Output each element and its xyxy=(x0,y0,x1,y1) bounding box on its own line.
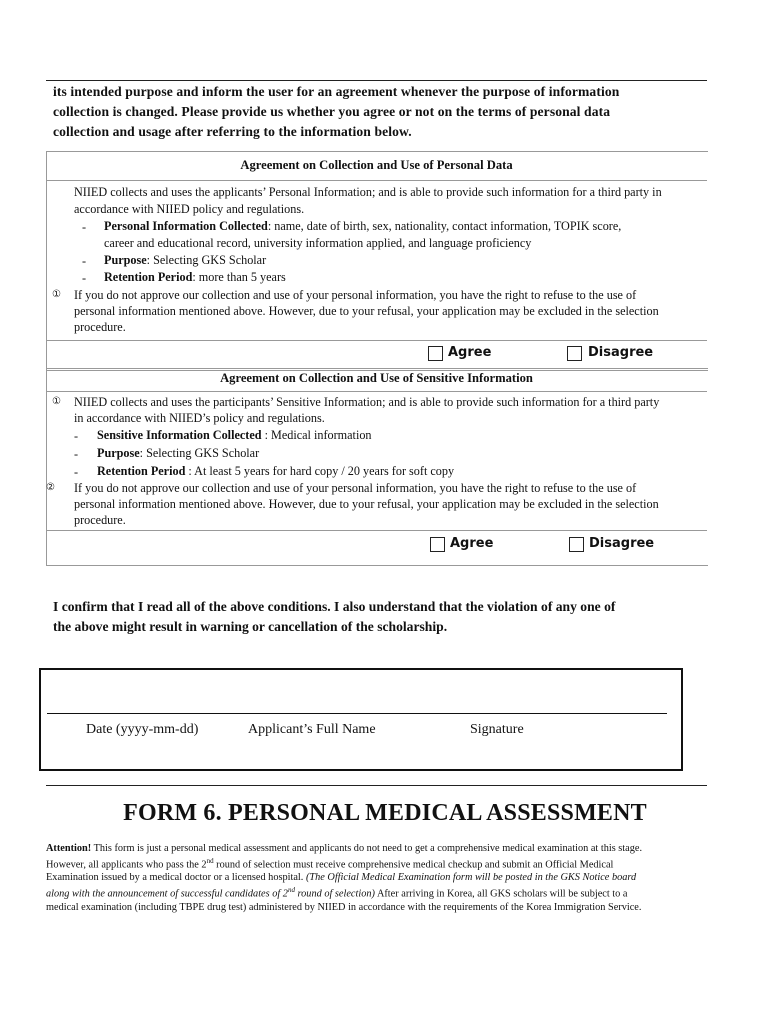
bullet-dash: - xyxy=(82,271,87,285)
section1-refusal-line: personal information mentioned above. However, due to your refusal, your application may be excluded in the selection xyxy=(74,304,659,318)
bullet-dash: - xyxy=(82,254,87,268)
applicant-name-label: Applicant’s Full Name xyxy=(248,722,376,737)
signature-box xyxy=(39,668,683,771)
circled-number-two: ② xyxy=(46,482,55,493)
bullet-label: Purpose xyxy=(97,446,140,460)
bullet-dash: - xyxy=(82,220,87,234)
attention-line xyxy=(46,855,726,871)
section1-lead-line: NIIED collects and uses the applicants’ Personal Information; and is able to provide such information for a third party in xyxy=(74,185,662,199)
section1-checkbox-divider xyxy=(46,340,707,341)
ordinal-suffix: nd xyxy=(206,857,214,865)
section1-lead-line: accordance with NIIED policy and regulations. xyxy=(74,202,305,216)
section2-refusal-line: If you do not approve our collection and use of your personal information, you have the right to refuse to the use of xyxy=(74,481,637,495)
attention-text: However, all applicants who pass the 2 xyxy=(46,859,207,871)
section2-bullet-retention xyxy=(97,463,454,480)
intro-line: its intended purpose and inform the user for an agreement whenever the purpose of information xyxy=(53,84,620,99)
bullet-text: : Selecting GKS Scholar xyxy=(139,446,260,460)
bullet-text: : Medical information xyxy=(261,428,372,442)
bullet-dash: - xyxy=(74,447,79,461)
section2-bullet-collected xyxy=(97,427,372,444)
bullet-label: Personal Information Collected xyxy=(104,219,268,233)
attention-lead: Attention! xyxy=(46,843,92,854)
confirm-line: the above might result in warning or cancellation of the scholarship. xyxy=(53,619,448,634)
attention-line xyxy=(46,842,726,855)
circled-number-one: ① xyxy=(52,289,61,300)
section1-disagree-label: Disagree xyxy=(588,345,654,360)
bullet-dash: - xyxy=(74,465,79,479)
bullet-text: career and educational record, university information applied, and language proficiency xyxy=(104,236,532,250)
date-label: Date (yyyy-mm-dd) xyxy=(86,722,199,737)
top-rule xyxy=(46,80,707,81)
confirmation-statement xyxy=(53,597,733,637)
bullet-label: Retention Period xyxy=(97,464,186,478)
confirm-line: I confirm that I read all of the above conditions. I also understand that the violation of any one of xyxy=(53,599,616,614)
section2-checkbox-divider xyxy=(46,530,707,531)
section1-disagree-checkbox[interactable] xyxy=(567,346,582,361)
section1-refusal-line: procedure. xyxy=(74,320,126,334)
personal-data-agreement-title: Agreement on Collection and Use of Personal Data xyxy=(240,158,513,172)
section2-lead-line: in accordance with NIIED’s policy and regulations. xyxy=(74,411,325,425)
sensitive-info-agreement-title: Agreement on Collection and Use of Sensitive Information xyxy=(220,371,533,385)
attention-italic: (The Official Medical Examination form will be posted in the GKS Notice board xyxy=(305,872,637,884)
section2-title-divider xyxy=(46,391,707,392)
attention-italic: round of selection) xyxy=(294,888,375,900)
intro-line: collection and usage after referring to the information below. xyxy=(53,124,412,139)
signature-label: Signature xyxy=(470,722,524,737)
bullet-text: : name, date of birth, sex, nationality, contact information, TOPIK score, xyxy=(267,219,622,233)
attention-italic: along with the announcement of successful candidates of 2 xyxy=(46,888,288,900)
section2-disagree-checkbox[interactable] xyxy=(569,537,584,552)
section2-lead-line: NIIED collects and uses the participants’ Sensitive Information; and is able to provide such information for a third party xyxy=(74,395,660,409)
section1-bullet-collected xyxy=(104,218,621,235)
form-divider xyxy=(46,785,707,786)
section2-refusal-line: personal information mentioned above. However, due to your refusal, your application may be excluded in the selection xyxy=(74,497,659,511)
section1-bullet-purpose xyxy=(104,252,266,269)
signature-line[interactable] xyxy=(47,713,667,714)
intro-paragraph xyxy=(53,82,713,142)
attention-line: medical examination (including TBPE drug test) administered by NIIED in accordance with the requirements of the Korea Immigration Service. xyxy=(46,901,642,913)
attention-text: After arriving in Korea, all GKS scholars will be subject to a xyxy=(374,888,628,900)
section2-agree-label: Agree xyxy=(450,536,494,551)
bullet-label: Sensitive Information Collected xyxy=(97,428,262,442)
intro-line: collection is changed. Please provide us whether you agree or not on the terms of personal data xyxy=(53,104,611,119)
section2-bullet-purpose xyxy=(97,445,259,462)
bullet-label: Retention Period xyxy=(104,270,193,284)
section1-refusal-line: If you do not approve our collection and use of your personal information, you have the right to refuse to the use of xyxy=(74,288,637,302)
ordinal-suffix: nd xyxy=(287,886,295,895)
section1-bullet-retention xyxy=(104,269,286,286)
bullet-text: : more than 5 years xyxy=(192,270,286,284)
bullet-text: : At least 5 years for hard copy / 20 years for soft copy xyxy=(185,464,455,478)
circled-number-one: ① xyxy=(52,396,61,407)
section1-title-divider xyxy=(46,180,707,181)
attention-text: Examination issued by a medical doctor or a licensed hospital. xyxy=(46,872,306,884)
attention-line xyxy=(46,884,726,900)
attention-text: This form is just a personal medical assessment and applicants do not need to get a comprehensive medical examination at this stage. xyxy=(91,843,643,854)
attention-line xyxy=(46,871,726,884)
attention-note xyxy=(46,842,726,914)
section1-agree-checkbox[interactable] xyxy=(428,346,443,361)
attention-text: round of selection must receive comprehensive medical checkup and submit an Official Medical xyxy=(213,859,614,871)
section2-disagree-label: Disagree xyxy=(589,536,655,551)
bullet-text: : Selecting GKS Scholar xyxy=(146,253,267,267)
bullet-dash: - xyxy=(74,429,79,443)
form-title: FORM 6. PERSONAL MEDICAL ASSESSMENT xyxy=(123,800,647,826)
section1-agree-label: Agree xyxy=(448,345,492,360)
bullet-label: Purpose xyxy=(104,253,147,267)
section2-agree-checkbox[interactable] xyxy=(430,537,445,552)
section1-bullet-continuation xyxy=(104,235,531,252)
section2-refusal-line: procedure. xyxy=(74,513,126,527)
